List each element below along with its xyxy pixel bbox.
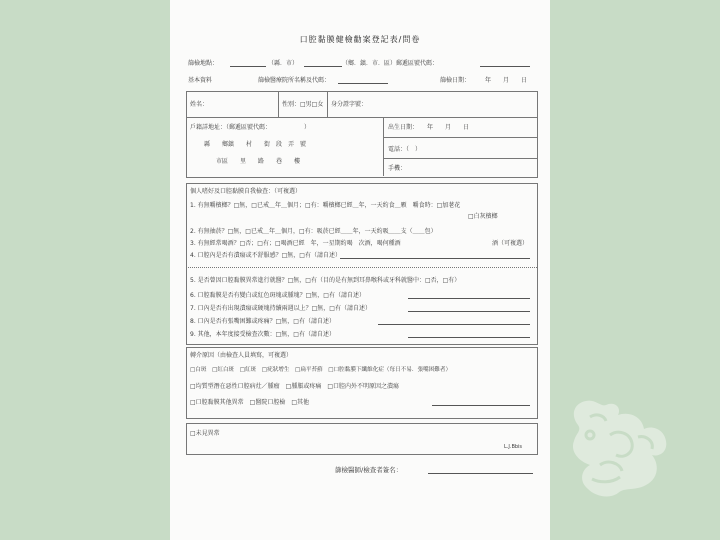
birth-divider xyxy=(383,117,384,176)
jade-dragon-logo-icon xyxy=(560,395,680,505)
findings-row-3: □口腔黏膜其他異常 □醫院口腔檢 □其他 xyxy=(190,399,310,406)
basic-info-label: 基本資料 xyxy=(188,77,213,84)
form-paper xyxy=(170,0,550,540)
findings-header: 轉介原因（由檢查人員填寫，可複選） xyxy=(190,352,293,359)
county-underline xyxy=(304,66,342,67)
signature-underline xyxy=(428,473,533,474)
left-background-panel xyxy=(0,0,170,540)
phone-label: 電話：（ ） xyxy=(388,146,422,153)
site-underline xyxy=(230,66,266,67)
personal-divider xyxy=(186,117,537,118)
question-9: 9. 其他，本年度接受檢查次數：□無，□有（請自述） xyxy=(190,331,335,338)
county-label: （縣．市） xyxy=(268,60,299,67)
name-label: 姓名： xyxy=(190,101,209,108)
question-9-line xyxy=(408,337,530,338)
question-7: 7. 口內是否有出現潰瘍或硬塊持續兩週以上？□無，□有（請自述） xyxy=(190,305,371,312)
question-4-line xyxy=(340,258,530,259)
postcode-underline xyxy=(480,66,530,67)
question-6-line xyxy=(408,298,530,299)
birth-row-divider xyxy=(383,137,537,138)
form-title: 口腔黏膜健檢勸案登記表/問卷 xyxy=(299,35,421,44)
form-code: L.J.Bbis xyxy=(504,444,523,450)
question-7-line xyxy=(408,311,530,312)
habits-split xyxy=(186,267,537,268)
birth-date-label: 出生日期： 年 月 日 xyxy=(388,124,470,131)
question-3b: 酒（可複選） xyxy=(492,240,529,247)
question-8: 8. 口內是否有張嘴困難或疼痛？□無，□有（請自述） xyxy=(190,318,335,325)
screening-site-label: 篩檢地點： xyxy=(188,60,219,67)
question-5: 5. 是否曾因口腔黏膜異常進行就醫？□無，□有（目的是有無到耳鼻喉科或牙科就醫中：□否，□有） xyxy=(190,277,461,284)
findings-row-1: □白斑 □紅白斑 □紅斑 □疣狀增生 □扁平苔蘚 □口腔黏膜下纖維化症（每日不易．張嘴困難者） xyxy=(190,367,452,373)
question-4: 4. 口腔內是否有潰瘍或不舒服感？□無，□有（請自述） xyxy=(190,252,341,259)
gender-label: 性別：□男□女 xyxy=(282,101,324,108)
name-divider xyxy=(278,91,279,117)
address-line-2: 市區 里 路 巷 樓 xyxy=(204,158,301,165)
question-2: 2. 有無抽菸？□無，□已戒＿年＿個月，□有：吸菸已經＿＿年，一天約吸＿＿支（＿＿包） xyxy=(190,228,437,235)
normal-checkbox-label: □未見異常 xyxy=(190,430,220,437)
other-underline xyxy=(432,405,530,406)
signature-label: 篩檢醫師/檢查者簽名： xyxy=(335,466,403,474)
hospital-label: 篩檢醫療院所名稱及代碼： xyxy=(258,77,331,84)
district-label: （鄉．鎮．市．區）郵遞區號代碼： xyxy=(342,60,439,67)
findings-row-2: □均質型潛在惡性口腔病灶／腫瘤 □腫脹或疼痛 □口腔内外不明原因之潰瘍 xyxy=(190,383,400,390)
question-1: 1. 有無嚼檳榔？□無，□已戒＿年＿個月；□有：嚼檳榔已經＿年，一天約食＿顆 嚼食時：□加荖花 xyxy=(190,202,461,209)
phone-row-divider xyxy=(383,158,537,159)
address-label: 戶籍詳地址：（郵遞區號代碼： ） xyxy=(190,124,311,131)
question-1b: □白灰檳榔 xyxy=(468,213,498,220)
question-8-line xyxy=(378,324,530,325)
screening-date-label: 篩檢日期： 年 月 日 xyxy=(440,77,528,84)
mobile-label: 手機： xyxy=(388,165,407,172)
question-3: 3. 有無經常喝酒？□否；□有；□喝酒已經 年，一星期約喝 次酒，喝何種酒 xyxy=(190,240,401,247)
gender-divider xyxy=(327,91,328,117)
address-line-1: 縣 鄉鎮 村 街 段 弄 號 xyxy=(204,141,307,148)
question-6: 6. 口腔黏膜是否有變白或紅色斑塊或腫塊？□無，□有（請自述） xyxy=(190,292,365,299)
habits-header: 個人嗜好及口腔黏膜自我檢查：（可複選） xyxy=(190,188,302,195)
id-label: 身分證字號： xyxy=(331,101,368,108)
hospital-underline xyxy=(338,83,388,84)
normal-box xyxy=(186,423,538,455)
